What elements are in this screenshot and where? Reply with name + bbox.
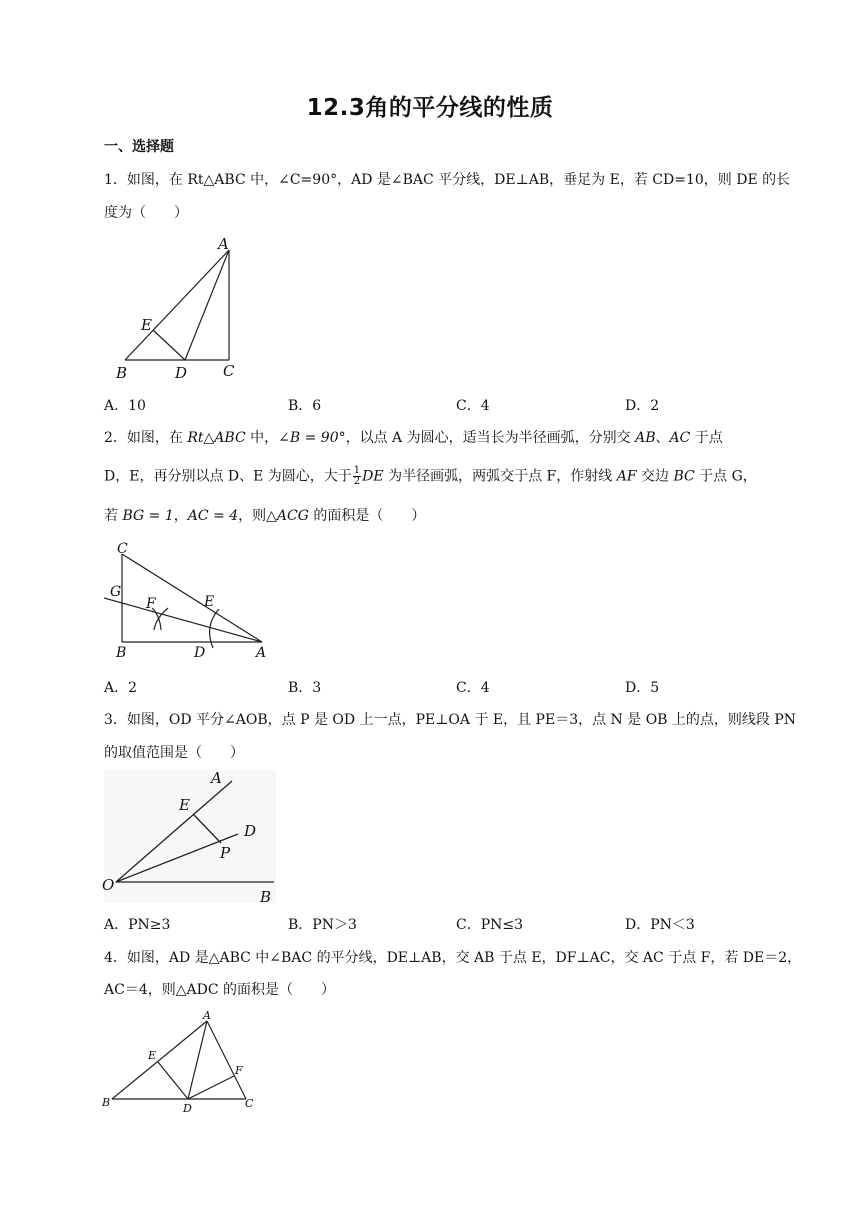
q4-text-line1: 4．如图，AD 是△ABC 中∠BAC 的平分线，DE⊥AB，交 AB 于点 E，DF⊥AC，交 AC 于点 F，若 DE＝2，: [104, 950, 802, 966]
q1-label-e: E: [141, 316, 152, 334]
q1-figure: [104, 232, 264, 382]
q1-option-b[interactable]: B．6: [288, 398, 322, 414]
q3-option-b[interactable]: B．PN＞3: [288, 917, 357, 933]
q4-text-line2: AC＝4，则△ADC 的面积是（ ）: [104, 982, 335, 998]
q3-label-p: P: [220, 844, 231, 862]
q2-text-line2: D，E，再分别以点 D、E 为圆心，大于 $\frac{1}{2}$ DE 为半径画弧，两弧交于点 F，作射线 AF 交边 BC 于点 G，: [104, 465, 757, 487]
q3-option-a[interactable]: A．PN≥3: [104, 917, 171, 933]
q1-label-c: C: [223, 362, 235, 380]
q4-label-f: F: [235, 1064, 243, 1077]
q4-label-d: D: [183, 1102, 192, 1115]
q1-label-d: D: [175, 364, 188, 382]
q1-label-b: B: [116, 364, 128, 382]
q2-option-d[interactable]: D．5: [625, 680, 660, 696]
q2-figure: [104, 538, 284, 663]
q1-label-a: A: [218, 235, 229, 253]
q4-label-c: C: [245, 1097, 254, 1110]
q3-figure: [100, 766, 280, 906]
q1-option-c[interactable]: C．4: [456, 398, 490, 414]
q1-text-line1: 1．如图，在 Rt△ABC 中，∠C=90°，AD 是∠BAC 平分线，DE⊥AB，垂足为 E，若 CD=10，则 DE 的长: [104, 172, 791, 188]
q3-label-e: E: [179, 796, 190, 814]
q2-label-c: C: [117, 541, 128, 557]
q2-label-a: A: [256, 645, 267, 661]
q4-segment-df: [188, 1076, 234, 1099]
q2-label-g: G: [110, 584, 122, 600]
q2-text-line1: 2．如图，在 Rt△ABC 中，∠B = 90°，以点 A 为圆心，适当长为半径画弧，分别交 AB、AC 于点: [104, 430, 723, 446]
q3-text-line2: 的取值范围是（ ）: [104, 745, 244, 761]
q3-segment-pe: [193, 814, 221, 843]
q2-label-b: B: [116, 645, 127, 661]
q3-ray-oa: [116, 781, 232, 882]
q4-label-b: B: [102, 1096, 111, 1109]
q3-option-c[interactable]: C．PN≤3: [456, 917, 524, 933]
q2-fraction: $\frac{1}{2}$: [353, 465, 361, 487]
q2-ray-af: [104, 598, 262, 642]
q2-option-c[interactable]: C．4: [456, 680, 490, 696]
q1-segment-ab: [125, 250, 229, 360]
q4-label-a: A: [203, 1009, 211, 1022]
section-heading: 一、选择题: [104, 139, 174, 155]
q1-option-a[interactable]: A．10: [104, 398, 146, 414]
q3-label-a: A: [211, 769, 222, 787]
q3-text-line1: 3．如图，OD 平分∠AOB，点 P 是 OD 上一点，PE⊥OA 于 E，且 PE＝3，点 N 是 OB 上的点，则线段 PN: [104, 712, 797, 728]
q2-option-b[interactable]: B．3: [288, 680, 322, 696]
q4-label-e: E: [148, 1049, 157, 1062]
q2-label-f: F: [146, 596, 156, 612]
q4-segment-de: [158, 1062, 188, 1099]
page-title: 12.3角的平分线的性质: [306, 95, 554, 121]
q3-option-d[interactable]: D．PN＜3: [625, 917, 695, 933]
q2-label-e: E: [204, 594, 215, 610]
q1-option-d[interactable]: D．2: [625, 398, 660, 414]
q2-segment-ca: [122, 554, 262, 642]
q1-segment-de: [153, 330, 185, 360]
q4-segment-ab: [112, 1021, 207, 1099]
q3-label-b: B: [260, 888, 272, 906]
q3-label-d: D: [244, 822, 257, 840]
q2-label-d: D: [194, 645, 206, 661]
q4-segment-ad: [188, 1021, 207, 1099]
q4-segment-ac: [207, 1021, 246, 1099]
q1-text-line2: 度为（ ）: [104, 205, 188, 221]
q1-segment-ad: [185, 250, 229, 360]
q2-option-a[interactable]: A．2: [104, 680, 138, 696]
q4-figure: [98, 1006, 268, 1116]
q3-label-o: O: [102, 876, 115, 894]
q2-text-line3: 若 BG = 1，AC = 4，则△ACG 的面积是（ ）: [104, 508, 426, 524]
